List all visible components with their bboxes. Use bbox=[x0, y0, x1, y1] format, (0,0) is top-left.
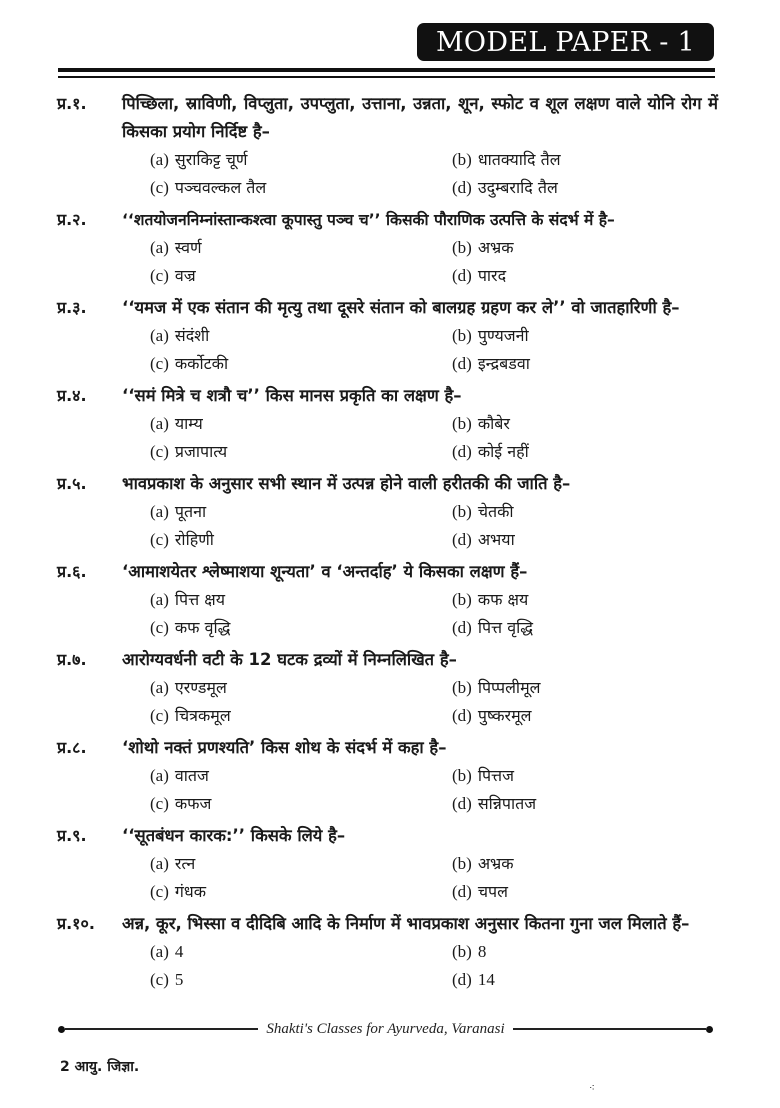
option-a bbox=[150, 410, 452, 438]
footer-divider bbox=[513, 1028, 706, 1030]
option-key: (a) bbox=[150, 678, 169, 697]
option-text: 8 bbox=[477, 942, 487, 961]
question-3 bbox=[0, 294, 780, 378]
option-key: (d) bbox=[452, 970, 472, 989]
question-2 bbox=[0, 206, 780, 290]
option-key: (d) bbox=[452, 706, 472, 725]
option-key: (a) bbox=[150, 854, 169, 873]
question-number: प्र.२. bbox=[57, 210, 87, 229]
question-text: ‘‘शतयोजननिम्नांस्तान्कश्त्वा कूपास्तु पञ्च च’’ किसकी पौराणिक उत्पत्ति के संदर्भ में है– bbox=[122, 211, 615, 229]
header-rule-thin bbox=[58, 76, 715, 78]
option-key: (b) bbox=[452, 238, 472, 257]
option-text: पारद bbox=[477, 266, 507, 285]
options-grid bbox=[150, 586, 780, 642]
option-key: (a) bbox=[150, 942, 169, 961]
option-a bbox=[150, 322, 452, 350]
question-text: ‘‘यमज में एक संतान की मृत्यु तथा दूसरे संतान को बालग्रह ग्रहण कर ले’’ वो जातहारिणी है– bbox=[122, 298, 680, 317]
option-key: (c) bbox=[150, 530, 169, 549]
question-9 bbox=[0, 822, 780, 906]
option-d bbox=[452, 614, 752, 642]
option-c bbox=[150, 790, 452, 818]
option-key: (b) bbox=[452, 942, 472, 961]
option-text: चित्रकमूल bbox=[174, 706, 231, 725]
question-10 bbox=[0, 910, 780, 994]
option-text: अभ्रक bbox=[477, 238, 514, 257]
option-text: सन्निपातज bbox=[477, 794, 537, 813]
option-b bbox=[452, 498, 752, 526]
option-key: (d) bbox=[452, 266, 472, 285]
question-number: प्र.८. bbox=[57, 738, 87, 757]
footer-brand: Shakti's Classes for Ayurveda, Varanasi bbox=[266, 1020, 505, 1037]
option-a bbox=[150, 146, 452, 174]
options-grid bbox=[150, 498, 780, 554]
option-text: गंधक bbox=[174, 882, 207, 901]
question-1 bbox=[0, 90, 780, 202]
option-c bbox=[150, 614, 452, 642]
option-text: पुष्करमूल bbox=[477, 706, 532, 725]
option-a bbox=[150, 498, 452, 526]
option-c bbox=[150, 438, 452, 466]
option-c bbox=[150, 702, 452, 730]
option-text: वज्र bbox=[174, 266, 196, 285]
option-a bbox=[150, 850, 452, 878]
question-text: ‘‘सूतबंधन कारक:’’ किसके लिये है– bbox=[122, 826, 346, 845]
option-a bbox=[150, 938, 452, 966]
option-key: (d) bbox=[452, 178, 472, 197]
question-text: भावप्रकाश के अनुसार सभी स्थान में उत्पन्न होने वाली हरीतकी की जाति है– bbox=[122, 474, 571, 493]
options-grid bbox=[150, 850, 780, 906]
question-5 bbox=[0, 470, 780, 554]
option-key: (d) bbox=[452, 442, 472, 461]
option-key: (c) bbox=[150, 178, 169, 197]
page-title: MODEL PAPER - 1 bbox=[435, 26, 695, 58]
option-c bbox=[150, 878, 452, 906]
option-text: कर्कोटकी bbox=[174, 354, 229, 373]
option-key: (d) bbox=[452, 530, 472, 549]
option-key: (b) bbox=[452, 766, 472, 785]
question-text: आरोग्यवर्धनी वटी के 12 घटक द्रव्यों में निम्नलिखित है– bbox=[122, 650, 457, 669]
option-text: सुराकिट्ट चूर्ण bbox=[174, 150, 248, 169]
option-text: पित्त क्षय bbox=[174, 590, 226, 609]
option-text: उदुम्बरादि तैल bbox=[477, 178, 558, 197]
option-text: 4 bbox=[174, 942, 184, 961]
option-d bbox=[452, 966, 752, 994]
option-text: पुण्यजनी bbox=[477, 326, 529, 345]
option-key: (a) bbox=[150, 238, 169, 257]
option-c bbox=[150, 526, 452, 554]
question-text: पिच्छिला, स्राविणी, विप्लुता, उपप्लुता, उत्ताना, उन्नता, शून, स्फोट व शूल लक्षण वाले योनि रोग में किसका प्रयोग निर्दिष्ट है– bbox=[122, 94, 718, 141]
option-text: रोहिणी bbox=[174, 530, 214, 549]
option-text: पिप्पलीमूल bbox=[477, 678, 541, 697]
option-key: (b) bbox=[452, 678, 472, 697]
option-b bbox=[452, 586, 752, 614]
option-d bbox=[452, 350, 752, 378]
option-b bbox=[452, 762, 752, 790]
option-key: (b) bbox=[452, 854, 472, 873]
option-text: पञ्चवल्कल तैल bbox=[174, 178, 267, 197]
option-text: अभ्रक bbox=[477, 854, 514, 873]
question-text: ‘आमाशयेतर श्लेष्माशया शून्यता’ व ‘अन्तर्दाह’ ये किसका लक्षण हैं– bbox=[122, 562, 528, 581]
option-key: (d) bbox=[452, 794, 472, 813]
option-key: (d) bbox=[452, 618, 472, 637]
question-number: प्र.६. bbox=[57, 562, 87, 581]
question-7 bbox=[0, 646, 780, 730]
option-key: (c) bbox=[150, 882, 169, 901]
print-speck-icon: ⁖ bbox=[589, 1083, 595, 1094]
option-text: इन्द्रबडवा bbox=[477, 354, 530, 373]
option-text: प्रजापात्य bbox=[174, 442, 228, 461]
options-grid bbox=[150, 410, 780, 466]
option-a bbox=[150, 762, 452, 790]
option-a bbox=[150, 234, 452, 262]
option-text: कौबेर bbox=[477, 414, 510, 433]
option-key: (c) bbox=[150, 354, 169, 373]
options-grid bbox=[150, 674, 780, 730]
page-number: 2 आयु. जिज्ञा. bbox=[60, 1059, 140, 1075]
option-d bbox=[452, 174, 752, 202]
option-text: संदंशी bbox=[174, 326, 210, 345]
option-key: (c) bbox=[150, 794, 169, 813]
option-text: कफ क्षय bbox=[477, 590, 529, 609]
question-list bbox=[0, 90, 780, 998]
option-text: 14 bbox=[477, 970, 495, 989]
option-text: पित्त वृद्धि bbox=[477, 618, 534, 637]
option-text: पूतना bbox=[174, 502, 207, 521]
question-4 bbox=[0, 382, 780, 466]
option-c bbox=[150, 350, 452, 378]
question-number: प्र.३. bbox=[57, 298, 87, 317]
option-b bbox=[452, 938, 752, 966]
option-d bbox=[452, 790, 752, 818]
bullet-dot-icon bbox=[706, 1026, 713, 1033]
option-key: (c) bbox=[150, 266, 169, 285]
question-number: प्र.७. bbox=[57, 650, 87, 669]
option-text: वातज bbox=[174, 766, 209, 785]
option-c bbox=[150, 174, 452, 202]
question-number: प्र.९. bbox=[57, 826, 87, 845]
option-text: चपल bbox=[477, 882, 508, 901]
option-key: (b) bbox=[452, 326, 472, 345]
option-b bbox=[452, 410, 752, 438]
option-text: कफज bbox=[174, 794, 212, 813]
options-grid bbox=[150, 322, 780, 378]
option-key: (c) bbox=[150, 970, 169, 989]
option-c bbox=[150, 966, 452, 994]
option-d bbox=[452, 438, 752, 466]
question-text: ‘‘समं मित्रे च शत्रौ च’’ किस मानस प्रकृति का लक्षण है– bbox=[122, 386, 462, 405]
question-text: ‘शोथो नक्तं प्रणश्यति’ किस शोथ के संदर्भ में कहा है– bbox=[122, 738, 447, 757]
question-number: प्र.१०. bbox=[57, 914, 95, 933]
bullet-dot-icon bbox=[58, 1026, 65, 1033]
option-text: 5 bbox=[174, 970, 184, 989]
option-d bbox=[452, 262, 752, 290]
option-key: (c) bbox=[150, 618, 169, 637]
option-key: (d) bbox=[452, 354, 472, 373]
option-key: (a) bbox=[150, 150, 169, 169]
option-text: स्वर्ण bbox=[174, 238, 202, 257]
option-key: (a) bbox=[150, 766, 169, 785]
option-b bbox=[452, 146, 752, 174]
question-number: प्र.५. bbox=[57, 474, 87, 493]
question-6 bbox=[0, 558, 780, 642]
option-text: याम्य bbox=[174, 414, 203, 433]
option-key: (c) bbox=[150, 442, 169, 461]
options-grid bbox=[150, 938, 780, 994]
options-grid bbox=[150, 762, 780, 818]
option-text: धातक्यादि तैल bbox=[477, 150, 561, 169]
question-number: प्र.४. bbox=[57, 386, 87, 405]
options-grid bbox=[150, 234, 780, 290]
option-a bbox=[150, 586, 452, 614]
option-b bbox=[452, 322, 752, 350]
option-a bbox=[150, 674, 452, 702]
option-key: (b) bbox=[452, 590, 472, 609]
option-key: (b) bbox=[452, 502, 472, 521]
option-d bbox=[452, 702, 752, 730]
option-c bbox=[150, 262, 452, 290]
option-d bbox=[452, 526, 752, 554]
question-8 bbox=[0, 734, 780, 818]
option-text: कफ वृद्धि bbox=[174, 618, 231, 637]
page-title-box bbox=[417, 23, 714, 61]
options-grid bbox=[150, 146, 780, 202]
question-number: प्र.१. bbox=[57, 94, 87, 113]
option-key: (a) bbox=[150, 414, 169, 433]
option-key: (b) bbox=[452, 414, 472, 433]
option-b bbox=[452, 234, 752, 262]
option-b bbox=[452, 850, 752, 878]
option-text: कोई नहीं bbox=[477, 442, 529, 461]
option-text: रत्न bbox=[174, 854, 196, 873]
option-text: पित्तज bbox=[477, 766, 514, 785]
question-text: अन्न, कूर, भिस्सा व दीदिबि आदि के निर्माण में भावप्रकाश अनुसार कितना गुना जल मिलाते हैं– bbox=[122, 914, 690, 933]
footer-rule bbox=[58, 1022, 713, 1036]
option-key: (a) bbox=[150, 326, 169, 345]
option-text: चेतकी bbox=[477, 502, 514, 521]
option-text: एरण्डमूल bbox=[174, 678, 227, 697]
header-rule-thick bbox=[58, 68, 715, 72]
option-b bbox=[452, 674, 752, 702]
option-key: (b) bbox=[452, 150, 472, 169]
option-key: (a) bbox=[150, 590, 169, 609]
option-text: अभया bbox=[477, 530, 515, 549]
option-d bbox=[452, 878, 752, 906]
footer-divider bbox=[65, 1028, 258, 1030]
option-key: (c) bbox=[150, 706, 169, 725]
option-key: (a) bbox=[150, 502, 169, 521]
option-key: (d) bbox=[452, 882, 472, 901]
